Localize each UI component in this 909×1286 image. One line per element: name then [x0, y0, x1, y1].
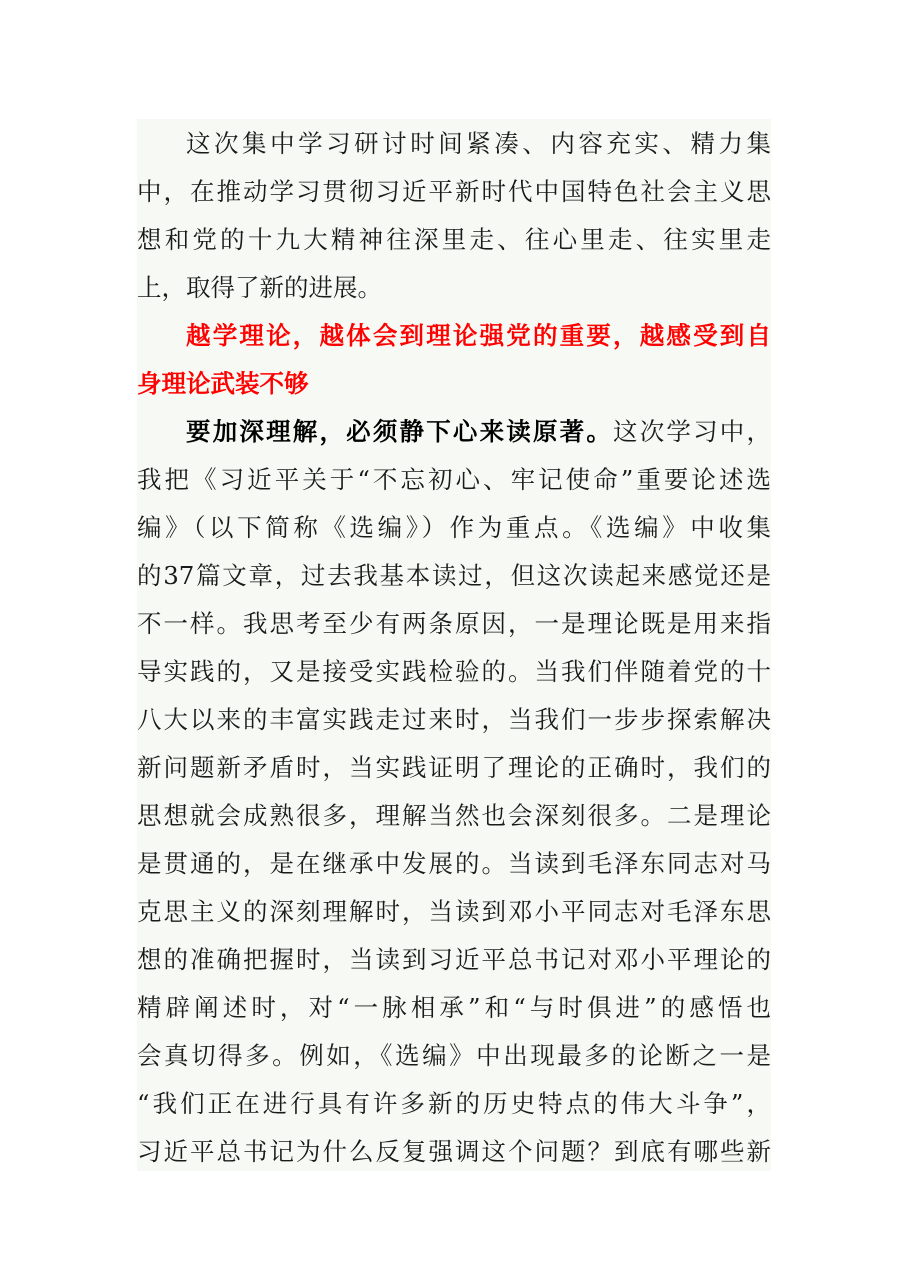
paragraph-1-line-3: 想和党的十九大精神往深里走、往心里走、往实里走: [137, 225, 771, 254]
paragraph-1-line-2: 中，在推动学习贯彻习近平新时代中国特色社会主义思: [137, 177, 771, 206]
paragraph-2-line: 不一样。我思考至少有两条原因，一是理论既是用来指: [137, 609, 771, 638]
paragraph-2-line: 想的准确把握时，当读到习近平总书记对邓小平理论的: [137, 945, 771, 974]
paragraph-1-line-4: 上，取得了新的进展。: [137, 273, 382, 302]
paragraph-2-line: 的37篇文章，过去我基本读过，但这次读起来感觉还是: [137, 561, 771, 590]
paragraph-2-line: 新问题新矛盾时，当实践证明了理论的正确时，我们的: [137, 753, 771, 782]
paragraph-2-line: 习近平总书记为什么反复强调这个问题？到底有哪些新: [137, 1137, 771, 1166]
paragraph-2-line: 是贯通的，是在继承中发展的。当读到毛泽东同志对马: [137, 849, 771, 878]
section-heading-line-1: 越学理论，越体会到理论强党的重要，越感受到自: [186, 321, 771, 350]
paragraph-2-lead-line: [137, 409, 771, 455]
paragraph-2-line: 精辟阐述时，对“一脉相承”和“与时俱进”的感悟也: [137, 993, 771, 1022]
paragraph-2-line: 我把《习近平关于“不忘初心、牢记使命”重要论述选: [137, 465, 771, 494]
paragraph-2-line: 思想就会成熟很多，理解当然也会深刻很多。二是理论: [137, 801, 771, 830]
paragraph-2-line: 导实践的，又是接受实践检验的。当我们伴随着党的十: [137, 657, 771, 686]
paragraph-2-line: 会真切得多。例如，《选编》中出现最多的论断之一是: [137, 1041, 771, 1070]
section-heading-line-2: 身理论武装不够: [137, 369, 309, 398]
paragraph-2-line: 八大以来的丰富实践走过来时，当我们一步步探索解决: [137, 705, 771, 734]
paragraph-2-lead-rest: 这次学习中，: [613, 417, 771, 446]
paragraph-2-line: 编》（以下简称《选编》）作为重点。《选编》中收集: [137, 513, 771, 542]
paragraph-2-line: 克思主义的深刻理解时，当读到邓小平同志对毛泽东思: [137, 897, 771, 926]
document-text-block: [137, 119, 771, 1171]
paragraph-1-line-1: 这次集中学习研讨时间紧凑、内容充实、精力集: [186, 129, 771, 158]
paragraph-2-line: “我们正在进行具有许多新的历史特点的伟大斗争”，: [137, 1089, 771, 1118]
paragraph-2-bold-lead: 要加深理解，必须静下心来读原著。: [186, 417, 614, 446]
